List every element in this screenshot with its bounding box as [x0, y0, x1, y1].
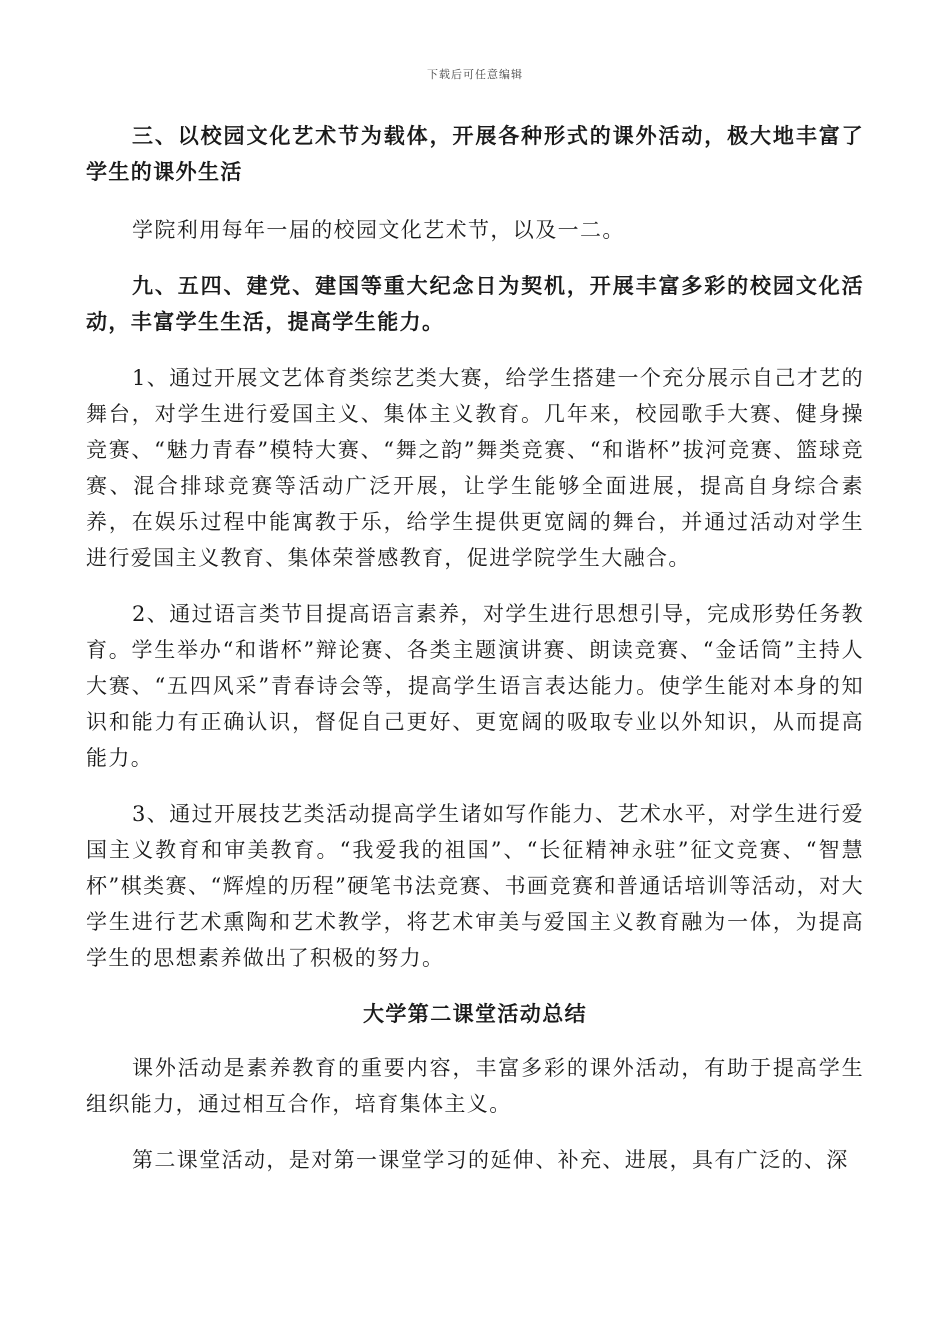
list-item-3: 3、通过开展技艺类活动提高学生诸如写作能力、艺术水平，对学生进行爱国主义教育和审美教育。“我爱我的祖国”、“长征精神永驻”征文竞赛、“智慧杯”棋类赛、“辉煌的历程”硬笔书法竞赛、书画竞赛和普通话培训等活动，对大学生进行艺术熏陶和艺术教学，将艺术审美与爱国主义教育融为一体，为提高学生的思想素养做出了积极的努力。	[86, 802, 864, 970]
section-heading-3: 三、以校园文化艺术节为载体，开展各种形式的课外活动，极大地丰富了学生的课外生活	[86, 123, 864, 184]
list-item-2: 2、通过语言类节目提高语言素养，对学生进行思想引导，完成形势任务教育。学生举办“和谐杯”辩论赛、各类主题演讲赛、朗读竞赛、“金话筒”主持人大赛、“五四风采”青春诗会等，提高学生语言表达能力。使学生能对本身的知识和能力有正确认识，督促自己更好、更宽阔的吸取专业以外知识，从而提高能力。	[86, 602, 864, 770]
section-heading-9: 九、五四、建党、建国等重大纪念日为契机，开展丰富多彩的校园文化活动，丰富学生生活，提高学生能力。	[86, 273, 864, 334]
section-title-2: 大学第二课堂活动总结	[363, 1001, 587, 1026]
header-note: 下载后可任意编辑	[427, 68, 523, 81]
document-body	[86, 118, 864, 1178]
paragraph-b: 第二课堂活动，是对第一课堂学习的延伸、补充、进展，具有广泛的、深	[132, 1148, 849, 1172]
paragraph-a: 课外活动是素养教育的重要内容，丰富多彩的课外活动，有助于提高学生组织能力，通过相互合作，培育集体主义。	[86, 1056, 864, 1116]
list-item-1: 1、通过开展文艺体育类综艺类大赛，给学生搭建一个充分展示自己才艺的舞台，对学生进行爱国主义、集体主义教育。几年来，校园歌手大赛、健身操竞赛、“魅力青春”模特大赛、“舞之韵”舞类竞赛、“和谐杯”拔河竞赛、篮球竞赛、混合排球竞赛等活动广泛开展，让学生能够全面进展，提高自身综合素养，在娱乐过程中能寓教于乐，给学生提供更宽阔的舞台，并通过活动对学生进行爱国主义教育、集体荣誉感教育，促进学院学生大融合。	[86, 366, 864, 570]
intro-paragraph: 学院利用每年一届的校园文化艺术节，以及一二。	[132, 218, 625, 242]
